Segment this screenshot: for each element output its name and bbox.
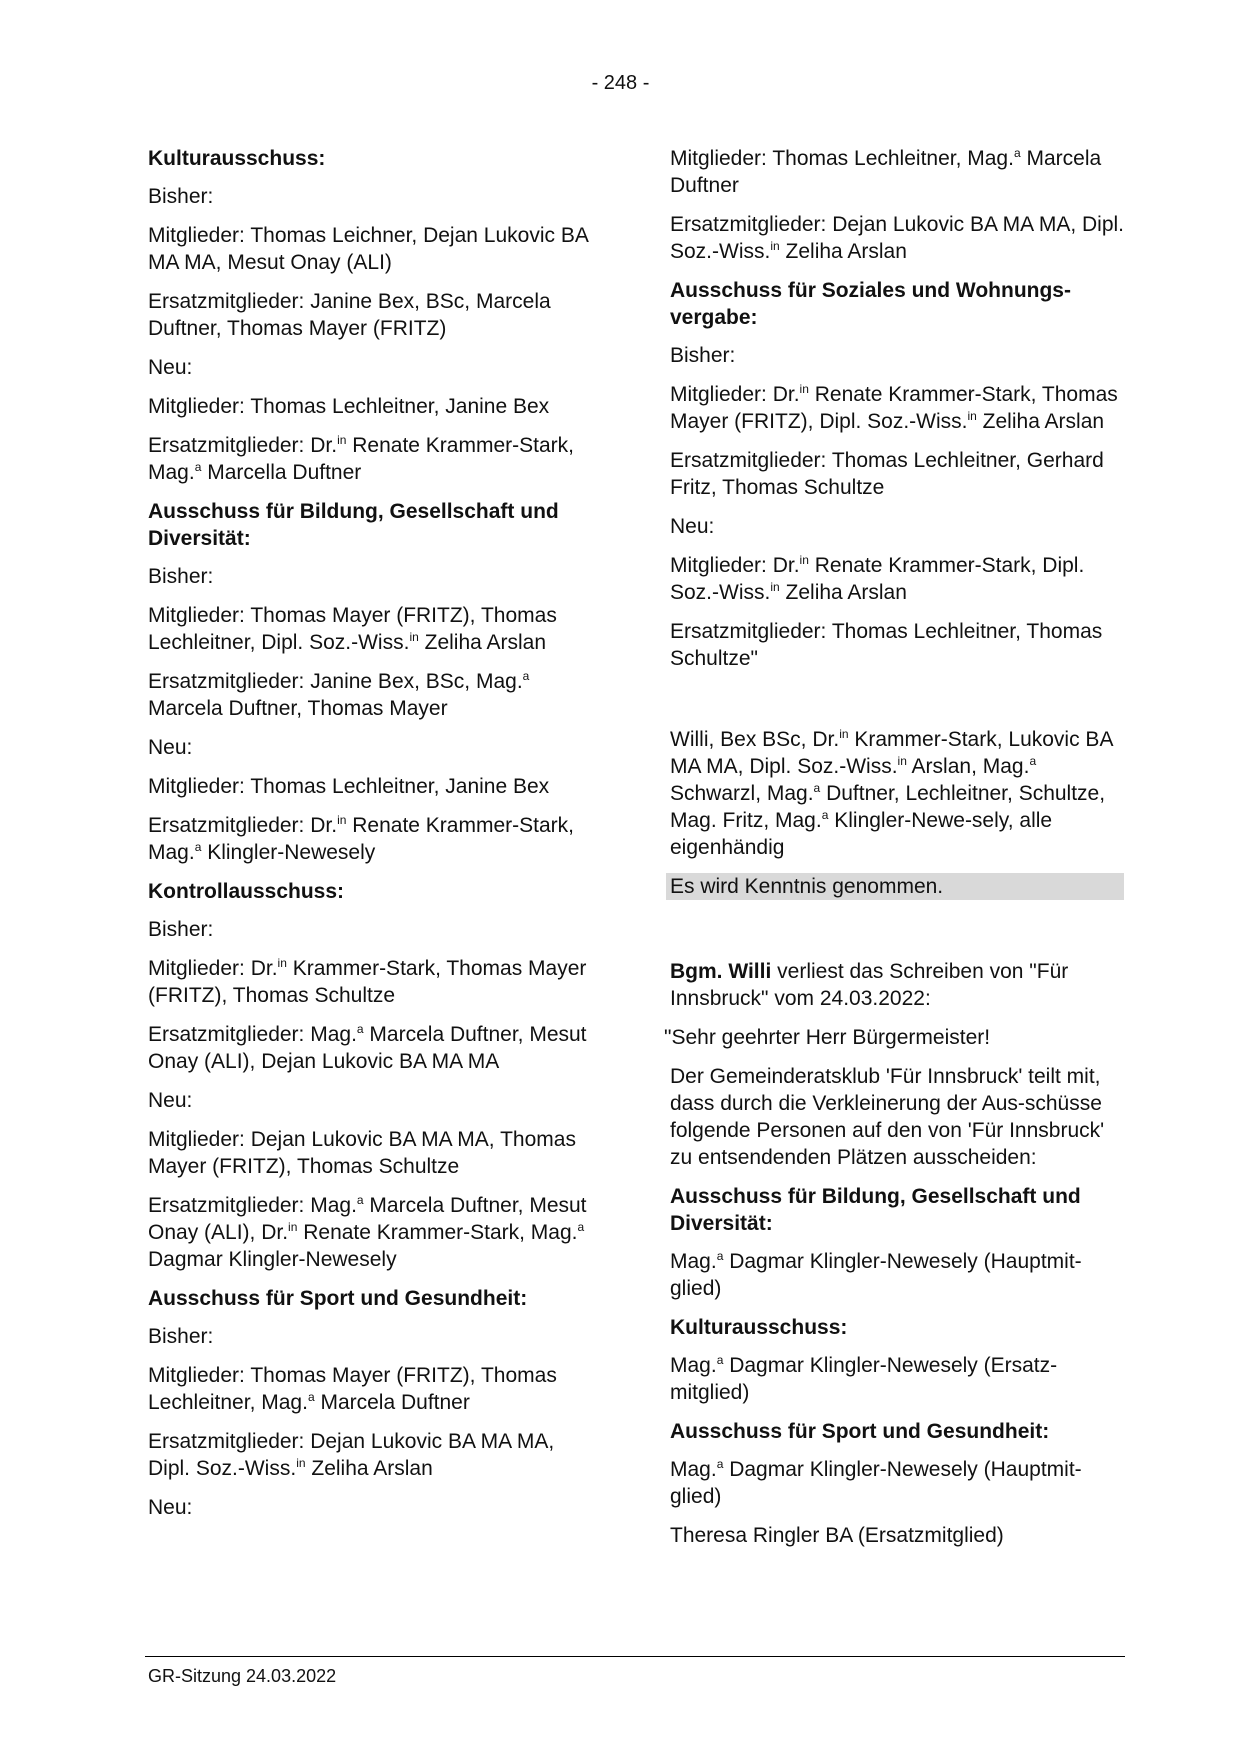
paragraph: Neu: xyxy=(670,515,715,538)
paragraph: Mag.$^a$ Dagmar Klingler-Newesely (Ersatz-mitglied) xyxy=(670,1353,1058,1404)
superscript-abbrev: in xyxy=(296,1456,306,1470)
superscript-abbrev: in xyxy=(277,956,287,970)
superscript-abbrev: a xyxy=(577,1220,585,1234)
superscript-abbrev: in xyxy=(770,239,780,253)
right-column xyxy=(664,145,1128,1561)
superscript-abbrev: a xyxy=(716,1353,724,1367)
paragraph: Ersatzmitglieder: Mag.$^a$ Marcela Duftner, Mesut Onay (ALI), Dr.$^{in}$ Renate Krammer-Stark, Mag.$^a$ Dagmar Klingler-Newesely xyxy=(148,1193,587,1271)
paragraph: Ersatzmitglieder: Janine Bex, BSc, Marcela Duftner, Thomas Mayer (FRITZ) xyxy=(148,290,551,340)
superscript-abbrev: in xyxy=(967,409,977,423)
committee-heading: Ausschuss für Sport und Gesundheit: xyxy=(670,1420,1050,1443)
paragraph: Mitglieder: Thomas Mayer (FRITZ), Thomas Lechleitner, Mag.$^a$ Marcela Duftner xyxy=(148,1364,557,1414)
paragraph: Ersatzmitglieder: Dejan Lukovic BA MA MA, Dipl. Soz.-Wiss.$^{in}$ Zeliha Arslan xyxy=(670,213,1125,263)
paragraph: Mitglieder: Dr.$^{in}$ Renate Krammer-Stark, Thomas Mayer (FRITZ), Dipl. Soz.-Wiss.$^{in}$ Zeliha Arslan xyxy=(670,382,1118,433)
superscript-abbrev: in xyxy=(337,813,347,827)
paragraph: Mitglieder: Thomas Lechleitner, Mag.$^a$ Marcela Duftner xyxy=(670,146,1102,197)
committee-heading: Ausschuss für Sport und Gesundheit: xyxy=(148,1287,528,1310)
superscript-abbrev: in xyxy=(409,630,419,644)
superscript-abbrev: a xyxy=(194,460,202,474)
section-gap xyxy=(670,912,1128,958)
committee-heading: Kulturausschuss: xyxy=(148,147,326,170)
superscript-abbrev: a xyxy=(821,808,829,822)
footer-session-date: GR-Sitzung 24.03.2022 xyxy=(148,1666,337,1686)
paragraph: Ersatzmitglieder: Dr.$^{in}$ Renate Krammer-Stark, Mag.$^a$ Marcella Duftner xyxy=(148,433,574,484)
paragraph: Mitglieder: Dr.$^{in}$ Krammer-Stark, Thomas Mayer (FRITZ), Thomas Schultze xyxy=(148,956,587,1007)
paragraph: Willi, Bex BSc, Dr.$^{in}$ Krammer-Stark, Lukovic BA MA MA, Dipl. Soz.-Wiss.$^{in}$ Arslan, Mag.$^a$ Schwarzl, Mag.$^a$ Duftner, Lechleitner, Schultze, Mag. Fritz, Mag.$^a$ Klingler-Newe-sely, alle eigenhändig xyxy=(670,727,1113,859)
paragraph: Mitglieder: Dr.$^{in}$ Renate Krammer-Stark, Dipl. Soz.-Wiss.$^{in}$ Zeliha Arslan xyxy=(670,553,1085,604)
superscript-abbrev: a xyxy=(356,1022,364,1036)
paragraph: Ersatzmitglieder: Dejan Lukovic BA MA MA, Dipl. Soz.-Wiss.$^{in}$ Zeliha Arslan xyxy=(148,1430,555,1480)
section-gap xyxy=(670,684,1128,726)
paragraph: Ersatzmitglieder: Dr.$^{in}$ Renate Krammer-Stark, Mag.$^a$ Klingler-Newesely xyxy=(148,813,574,864)
speaker-name: Bgm. Willi xyxy=(670,960,772,983)
superscript-abbrev: a xyxy=(522,669,530,683)
letter-salutation: "Sehr geehrter Herr Bürgermeister! xyxy=(664,1026,991,1049)
paragraph: Bisher: xyxy=(148,918,214,941)
paragraph: Neu: xyxy=(148,356,193,379)
superscript-abbrev: a xyxy=(356,1193,364,1207)
superscript-abbrev: a xyxy=(307,1390,315,1404)
paragraph: Neu: xyxy=(148,1496,193,1519)
paragraph: Mitglieder: Dejan Lukovic BA MA MA, Thomas Mayer (FRITZ), Thomas Schultze xyxy=(148,1128,576,1178)
paragraph: Mag.$^a$ Dagmar Klingler-Newesely (Hauptmit-glied) xyxy=(670,1457,1082,1508)
superscript-abbrev: a xyxy=(716,1457,724,1471)
superscript-abbrev: a xyxy=(716,1249,724,1263)
superscript-abbrev: a xyxy=(813,781,821,795)
paragraph: Bisher: xyxy=(148,565,214,588)
superscript-abbrev: in xyxy=(288,1220,298,1234)
committee-heading: Ausschuss für Soziales und Wohnungs-vergabe: xyxy=(670,279,1071,329)
superscript-abbrev: in xyxy=(799,553,809,567)
paragraph: Mitglieder: Thomas Mayer (FRITZ), Thomas Lechleitner, Dipl. Soz.-Wiss.$^{in}$ Zeliha Arslan xyxy=(148,604,557,654)
paragraph: Ersatzmitglieder: Janine Bex, BSc, Mag.$^a$ Marcela Duftner, Thomas Mayer xyxy=(148,669,530,720)
superscript-abbrev: in xyxy=(770,580,780,594)
committee-heading: Kulturausschuss: xyxy=(670,1316,848,1339)
paragraph: Theresa Ringler BA (Ersatzmitglied) xyxy=(670,1524,1004,1547)
paragraph: Bisher: xyxy=(148,1325,214,1348)
paragraph: Bisher: xyxy=(148,185,214,208)
committee-heading: Ausschuss für Bildung, Gesellschaft und Diversität: xyxy=(670,1185,1081,1235)
paragraph: Bisher: xyxy=(670,344,736,367)
paragraph: Neu: xyxy=(148,1089,193,1112)
superscript-abbrev: in xyxy=(799,382,809,396)
paragraph: Der Gemeinderatsklub 'Für Innsbruck' teilt mit, dass durch die Verkleinerung der Aus-schüsse folgende Personen auf den von 'Für Innsbruck' zu entsendenden Plätzen ausscheiden: xyxy=(670,1065,1105,1169)
letter-intro: Bgm. Willi verliest das Schreiben von "Für Innsbruck" vom 24.03.2022: xyxy=(670,960,1069,1010)
footer-divider xyxy=(145,1656,1125,1657)
page-number: - 248 - xyxy=(591,72,650,94)
superscript-abbrev: in xyxy=(897,754,907,768)
committee-heading: Ausschuss für Bildung, Gesellschaft und Diversität: xyxy=(148,500,559,550)
paragraph: Ersatzmitglieder: Mag.$^a$ Marcela Duftner, Mesut Onay (ALI), Dejan Lukovic BA MA MA xyxy=(148,1022,587,1073)
paragraph: Mitglieder: Thomas Leichner, Dejan Lukovic BA MA MA, Mesut Onay (ALI) xyxy=(148,224,588,274)
superscript-abbrev: in xyxy=(337,433,347,447)
superscript-abbrev: a xyxy=(194,840,202,854)
highlighted-resolution: Es wird Kenntnis genommen. xyxy=(666,873,1124,900)
committee-heading: Kontrollausschuss: xyxy=(148,880,345,903)
left-column xyxy=(148,145,600,1533)
paragraph: Ersatzmitglieder: Thomas Lechleitner, Thomas Schultze" xyxy=(670,620,1103,670)
paragraph: Mag.$^a$ Dagmar Klingler-Newesely (Hauptmit-glied) xyxy=(670,1249,1082,1300)
paragraph: Ersatzmitglieder: Thomas Lechleitner, Gerhard Fritz, Thomas Schultze xyxy=(670,449,1104,499)
paragraph: Neu: xyxy=(148,736,193,759)
paragraph: Mitglieder: Thomas Lechleitner, Janine Bex xyxy=(148,775,550,798)
paragraph: Mitglieder: Thomas Lechleitner, Janine Bex xyxy=(148,395,550,418)
superscript-abbrev: a xyxy=(1013,146,1021,160)
superscript-abbrev: a xyxy=(1029,754,1037,768)
superscript-abbrev: in xyxy=(839,727,849,741)
